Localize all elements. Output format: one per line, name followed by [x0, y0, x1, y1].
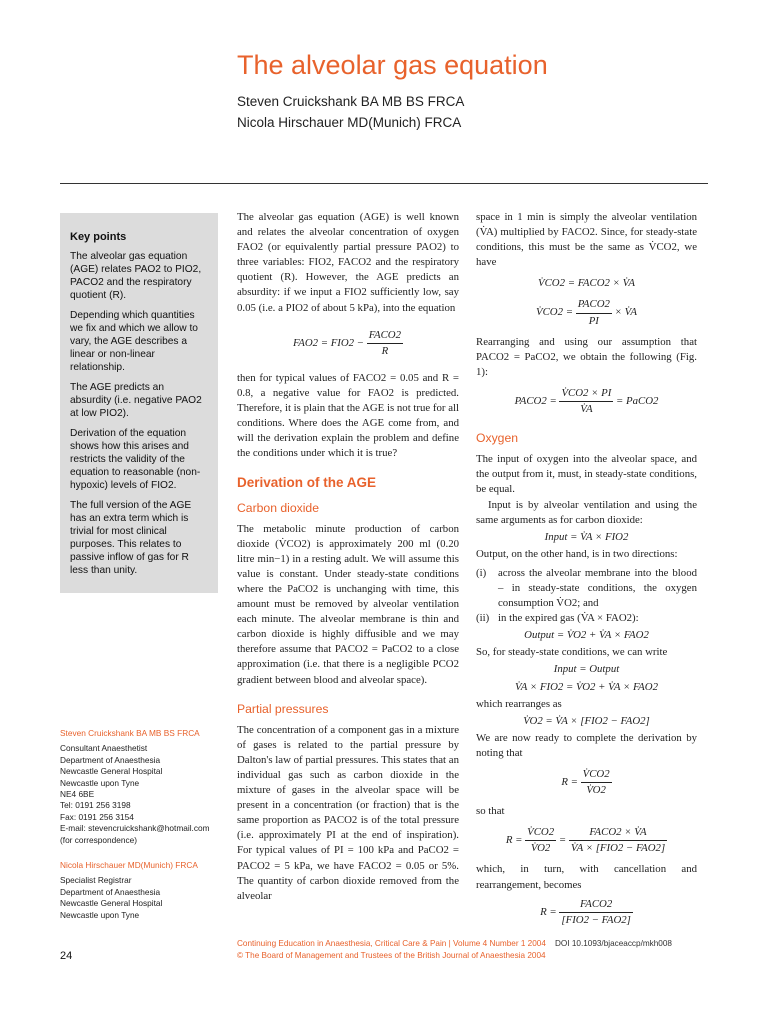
- list-marker: (ii): [476, 612, 490, 625]
- denominator: V̇A × [FIO2 − FAO2]: [570, 842, 666, 855]
- paragraph: The metabolic minute production of carbon dioxide (V̇CO2) is approximately 200 ml (0.20 litre min−1) in a resting adult. We will assume this value is constant. Under steady-state conditions where the PaCO2 is unchanging with time, this amount must be removed by alveolar ventilation each minute. The alveolar membrane is thin and carbon dioxide is highly diffusible and we may therefore assume that PACO2 = PaCO2 to a close approximation (i.e. that there is a negligible PCO2 gradient between blood and alveolar space).: [237, 522, 459, 686]
- paragraph: so that: [476, 805, 505, 818]
- key-point: The alveolar gas equation (AGE) relates PAO2 to PIO2, PACO2 and the respiratory quotient (R).: [70, 251, 202, 301]
- journal-citation: Continuing Education in Anaesthesia, Critical Care & Pain | Volume 4 Number 1 2004: [237, 939, 546, 948]
- subheading-oxygen: Oxygen: [476, 431, 519, 446]
- equation-lhs: R =: [540, 905, 557, 918]
- equation-lhs: V̇CO2 =: [536, 306, 573, 319]
- subheading-carbon-dioxide: Carbon dioxide: [237, 500, 319, 515]
- fraction: [367, 328, 403, 359]
- equation-r-final: [476, 897, 697, 928]
- paragraph: space in 1 min is simply the alveolar ventilation (V̇A) multiplied by FACO2. Since, for steady-state conditions, this must be the same as V̇CO2, we have: [476, 211, 697, 269]
- equation-lhs: R =: [505, 834, 523, 847]
- author-affiliations: [60, 728, 230, 935]
- copyright-notice: © The Board of Management and Trustees of the British Journal of Anaesthesia 2004: [237, 951, 546, 960]
- fraction: [559, 386, 613, 417]
- fraction: [576, 297, 612, 328]
- equation-balance: V̇A × FIO2 = V̇O2 + V̇A × FAO2: [515, 680, 658, 693]
- list-text: across the alveolar membrane into the blood – in steady-state conditions, the oxygen consumption V̇O2; and: [498, 566, 697, 610]
- paragraph: So, for steady-state conditions, we can write: [476, 646, 668, 659]
- affiliation-line: Newcastle upon Tyne: [60, 909, 140, 920]
- key-points-heading: Key points: [70, 231, 127, 243]
- affiliation-line: Newcastle upon Tyne: [60, 777, 140, 788]
- affiliation-line: Fax: 0191 256 3154: [60, 811, 134, 822]
- numerator: FACO2 × V̇A: [569, 825, 667, 841]
- page-number: 24: [60, 950, 73, 962]
- numerator: V̇CO2: [525, 825, 556, 841]
- affiliation-name: Steven Cruickshank BA MB BS FRCA: [60, 728, 200, 738]
- equation-paco2: [476, 386, 697, 417]
- paragraph: The alveolar gas equation (AGE) is well known and relates the alveolar concentration of oxygen FAO2 (or equivalently partial pressure PAO2) to three variables: FIO2, FACO2 and the respiratory quotient (R). However, the AGE predicts an absurdity: if we input a FIO2 sufficiently low, say 0.05 (i.e. a PIO2 of about 5 kPa), into the equation: [237, 211, 459, 314]
- list-item: [476, 566, 697, 611]
- key-point: The AGE predicts an absurdity (i.e. negative PAO2 at low PIO2).: [70, 382, 202, 419]
- key-point: Depending which quantities we fix and which we allow to vary, the AGE describes a linear or non-linear relationship.: [70, 310, 198, 373]
- equation-age: [237, 328, 459, 359]
- numerator: FACO2: [367, 328, 403, 344]
- list-item: [476, 611, 697, 626]
- list-text: in the expired gas (V̇A × FAO2):: [498, 612, 639, 625]
- numerator: V̇CO2: [581, 767, 612, 783]
- fraction: [569, 825, 667, 856]
- equation-rhs: × V̇A: [614, 306, 637, 319]
- affiliation-line: Newcastle General Hospital: [60, 766, 163, 777]
- numerator: FACO2: [559, 897, 632, 913]
- equation-output: Output = V̇O2 + V̇A × FAO2: [524, 629, 649, 642]
- equation-input: Input = V̇A × FIO2: [544, 530, 629, 543]
- denominator: V̇A: [580, 403, 593, 416]
- paragraph: which rearranges as: [476, 697, 562, 710]
- paragraph: The concentration of a component gas in a mixture of gases is related to the partial pressure by Dalton's law of partial pressures. This states that an individual gas such as carbon dioxide in the mixture of gases in the alveolar space will be present in a concentration (or fraction) that is the same proportion as PACO2 is of the total pressure (i.e. approximately PI at the end of inspiration). For typical values of PI = 100 kPa and PaCO2 = PACO2 = 5 kPa, we have FACO2 = 0.05 or 5%. The quantity of carbon dioxide removed from the alveolar: [237, 723, 459, 902]
- affiliation-line: Department of Anaesthesia: [60, 886, 161, 897]
- footer-line-1: [237, 938, 707, 950]
- denominator: PI: [588, 314, 599, 327]
- body-column-2: [476, 210, 697, 928]
- equation-vco2: V̇CO2 = FACO2 × V̇A: [538, 277, 635, 290]
- denominator: V̇O2: [530, 842, 551, 855]
- equals-sign: =: [558, 834, 567, 847]
- key-points-box: [60, 213, 218, 593]
- affiliation-line: NE4 6BE: [60, 789, 95, 800]
- paragraph: then for typical values of FACO2 = 0.05 and R = 0.8, a negative value for FAO2 is predicted. Therefore, it is plain that the AGE is not true for all conditions. Where does the AGE come from, and will the derivation explain the problem and define the conditions under which it is true?: [237, 371, 459, 460]
- equation-vo2: V̇O2 = V̇A × [FIO2 − FAO2]: [523, 714, 650, 727]
- author-1: Steven Cruickshank BA MB BS FRCA: [237, 94, 465, 109]
- equation-r: [476, 767, 697, 798]
- paragraph: The input of oxygen into the alveolar space, and the output from it, must, in steady-state conditions, be equal.: [476, 453, 697, 496]
- list-marker: (i): [476, 566, 487, 579]
- fraction: [559, 897, 632, 928]
- affiliation-block: [60, 860, 230, 921]
- doi-link[interactable]: DOI 10.1093/bjaceaccp/mkh008: [555, 939, 672, 948]
- equation-r-expanded: [476, 825, 697, 856]
- affiliation-line: Specialist Registrar: [60, 875, 132, 886]
- paragraph: We are now ready to complete the derivation by noting that: [476, 731, 697, 759]
- affiliation-line: Consultant Anaesthetist: [60, 743, 148, 754]
- affiliation-block: [60, 728, 230, 846]
- equation-lhs: R =: [561, 776, 578, 789]
- email-link[interactable]: E-mail: stevencruickshank@hotmail.com: [60, 823, 210, 834]
- paragraph: Output, on the other hand, is in two directions:: [476, 547, 678, 560]
- author-2: Nicola Hirschauer MD(Munich) FRCA: [237, 115, 462, 130]
- numerator: V̇CO2 × PI: [559, 386, 613, 402]
- equation-lhs: FAO2 = FIO2 −: [293, 336, 365, 349]
- subheading-partial-pressures: Partial pressures: [237, 701, 329, 716]
- equation-lhs: PACO2 =: [514, 395, 557, 408]
- section-heading-derivation: Derivation of the AGE: [237, 475, 377, 491]
- page-footer: [237, 938, 707, 962]
- fraction: [525, 825, 556, 856]
- key-point: Derivation of the equation shows how this arises and restricts the validity of the equation to reasonable (non-hypoxic) levels of FIO2.: [70, 428, 201, 491]
- body-column-1: [237, 210, 459, 904]
- equation-input-output: Input = Output: [553, 663, 620, 676]
- affiliation-line: Tel: 0191 256 3198: [60, 800, 131, 811]
- paragraph: which, in turn, with cancellation and rearrangement, becomes: [476, 863, 697, 891]
- article-title: The alveolar gas equation: [237, 50, 548, 80]
- header-rule: [60, 183, 708, 184]
- affiliation-name: Nicola Hirschauer MD(Munich) FRCA: [60, 860, 198, 871]
- affiliation-line: Department of Anaesthesia: [60, 754, 161, 765]
- key-point: The full version of the AGE has an extra term which is trivial for most clinical purposes. This relates to passive inflow of gas for R less than unity.: [70, 500, 192, 576]
- fraction: [581, 767, 612, 798]
- denominator: [FIO2 − FAO2]: [561, 913, 631, 926]
- paragraph: Input is by alveolar ventilation and using the same arguments as for carbon dioxide:: [476, 498, 697, 526]
- denominator: V̇O2: [586, 784, 606, 797]
- equation-rhs: = PaCO2: [616, 395, 659, 408]
- denominator: R: [381, 344, 389, 357]
- numerator: PACO2: [576, 297, 612, 313]
- affiliation-line: (for correspondence): [60, 834, 138, 845]
- equation-vco2-partial: [476, 297, 697, 328]
- paragraph: Rearranging and using our assumption that PACO2 = PaCO2, we obtain the following (Fig. 1):: [476, 335, 697, 378]
- affiliation-line: Newcastle General Hospital: [60, 898, 163, 909]
